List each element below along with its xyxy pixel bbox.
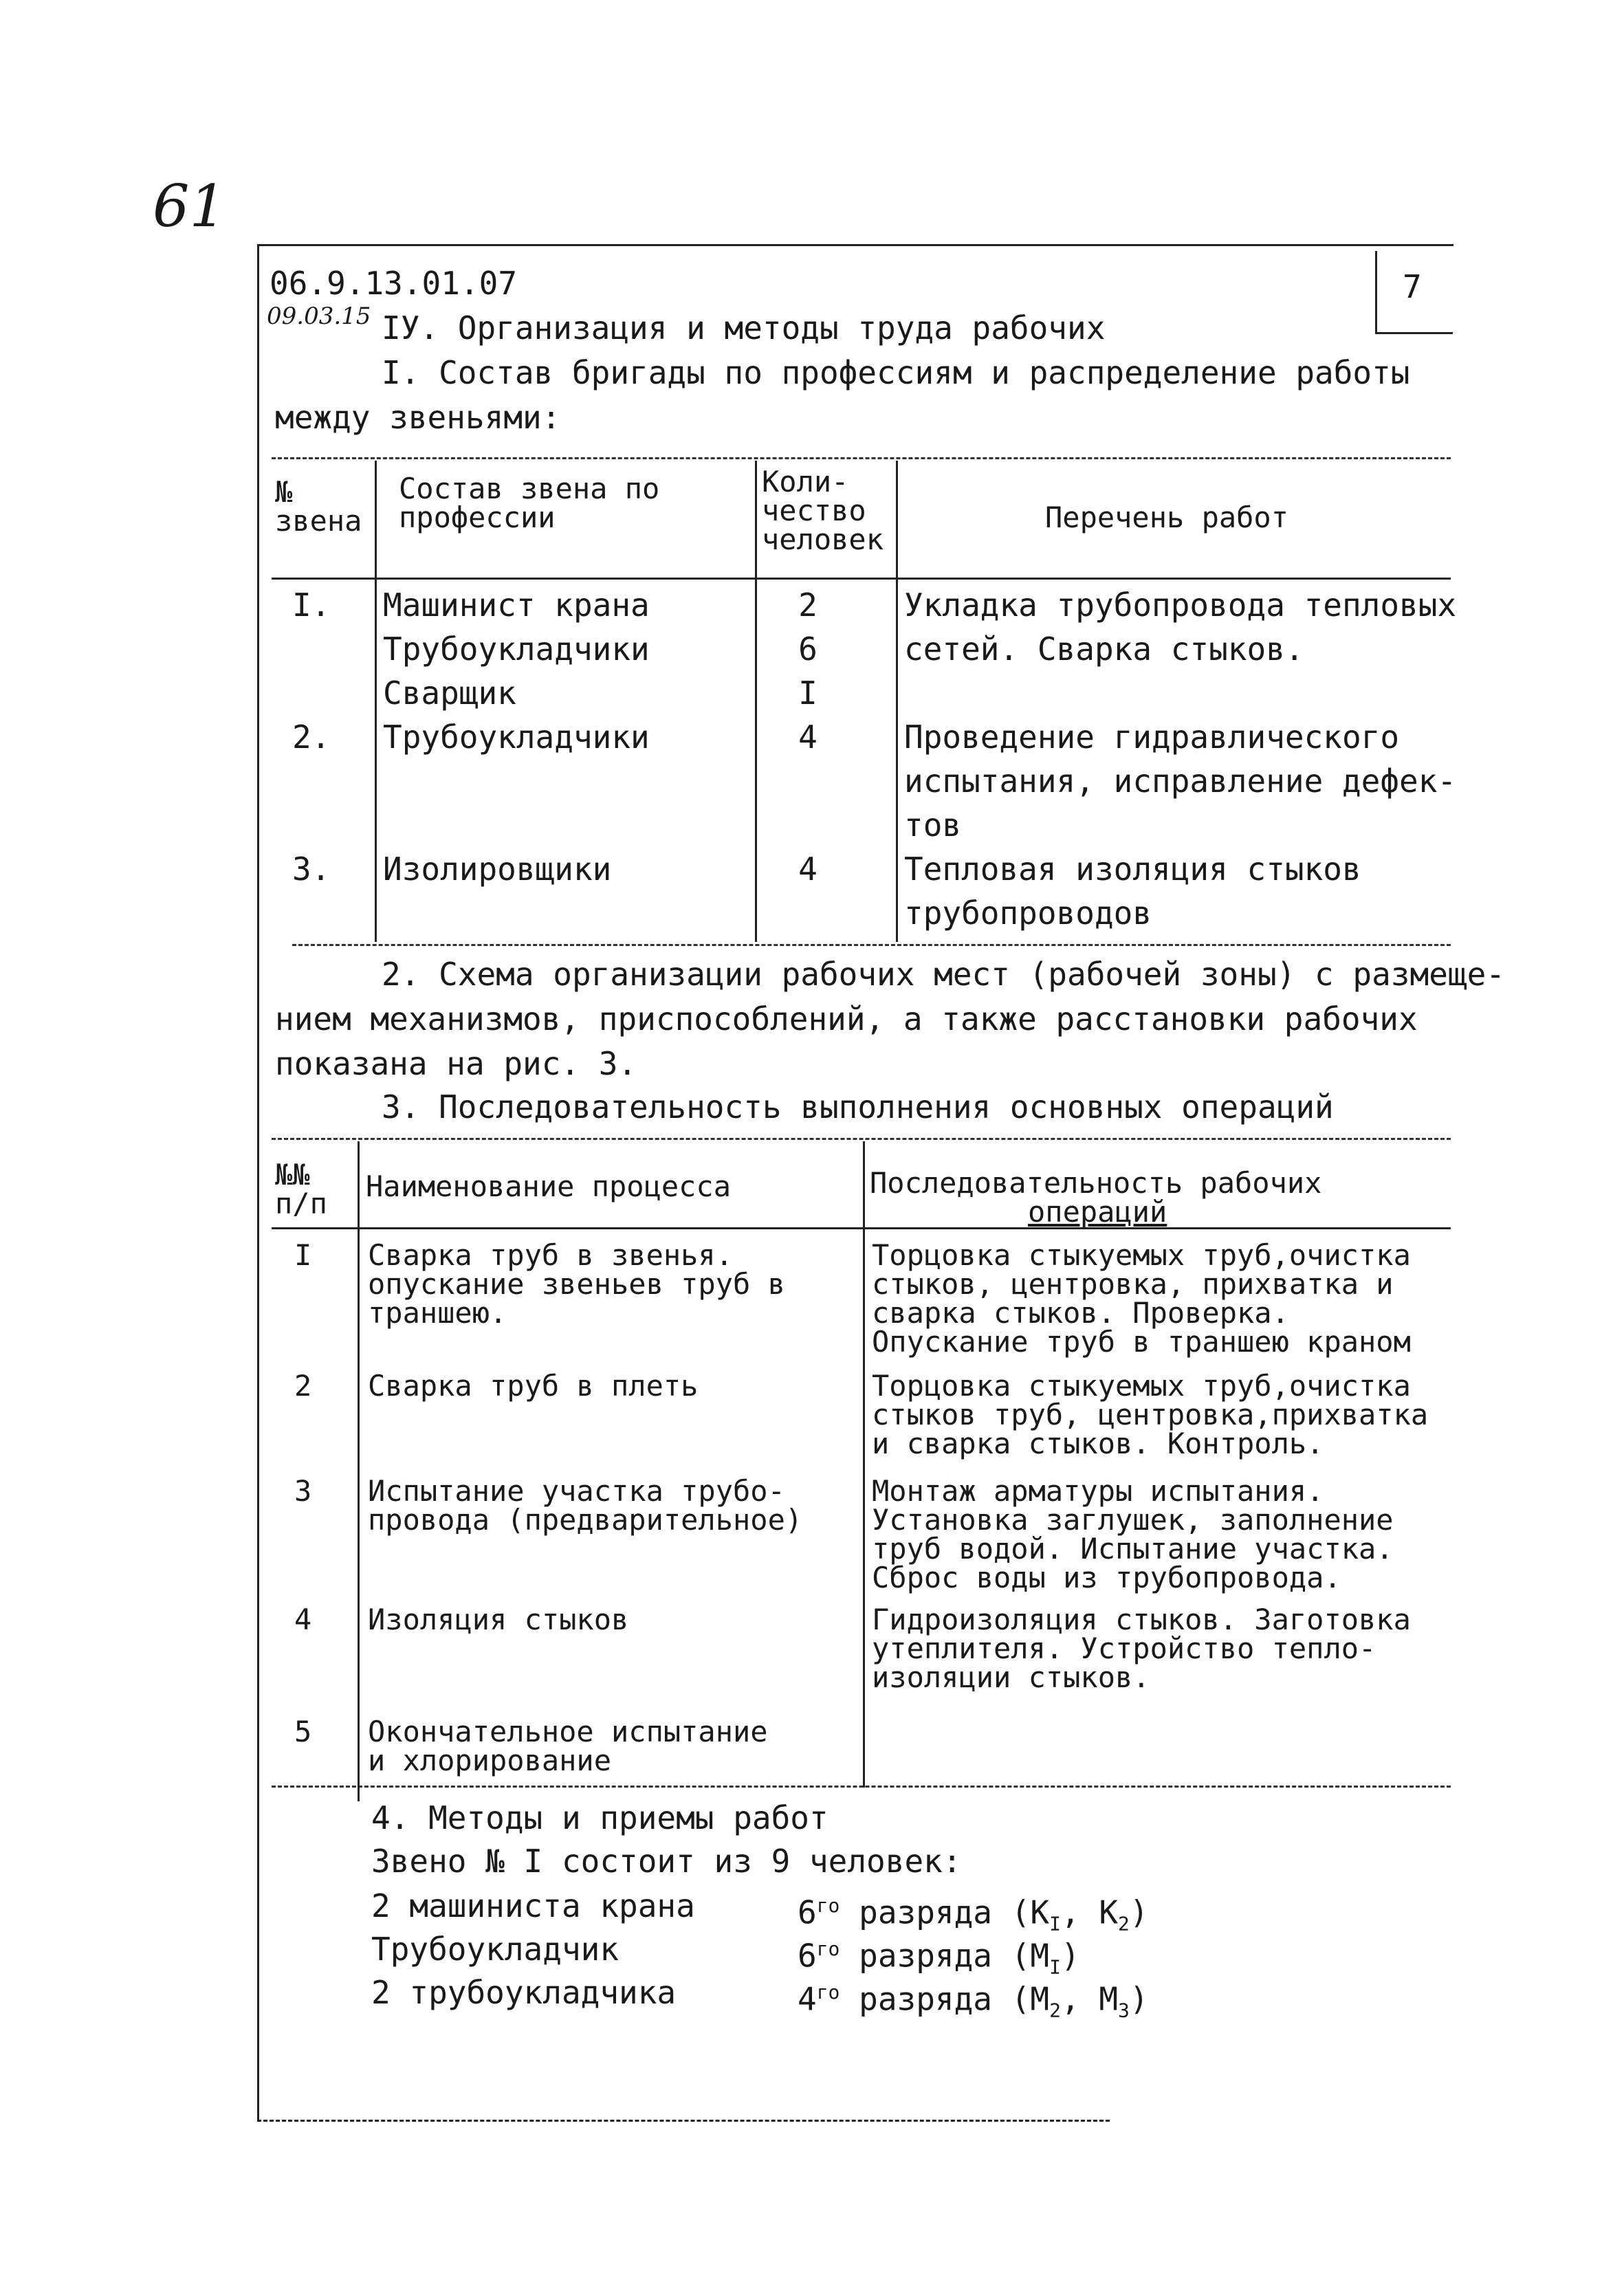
table2-header-operations: Последовательность рабочих операций	[870, 1166, 1322, 1229]
table2-col-divider-1	[358, 1141, 360, 1801]
table1-header-rule	[272, 578, 1451, 580]
table1-row5-works-1: Тепловая изоляция стыков	[904, 850, 1361, 888]
item2-line1: 2. Схема организации рабочих мест (рабочей зоны) с размеще-	[382, 956, 1505, 993]
document-code: 06.9.13.01.07	[270, 265, 518, 302]
table1-col-divider-3	[896, 461, 898, 942]
table1-row1-num: I.	[292, 586, 331, 624]
table1-col-divider-2	[755, 461, 757, 942]
crew-row1-who: 2 машиниста крана	[371, 1887, 695, 1924]
item1-line2: между звеньями:	[275, 399, 561, 436]
handwritten-date: 09.03.15	[267, 303, 371, 330]
table1-row5-works-2: трубопроводов	[904, 894, 1152, 932]
table1-row2-composition: Трубоукладчики	[383, 630, 650, 668]
item2-line2: нием механизмов, приспособлений, а также расстановки рабочих	[275, 1000, 1418, 1037]
table2-header-rule	[272, 1227, 1451, 1229]
table2-row4-operations: Гидроизоляция стыков. Заготовка утеплителя. Устройство тепло- изоляции стыков.	[872, 1603, 1411, 1694]
table2-row3-process: Испытание участка трубо- провода (предварительное)	[368, 1474, 803, 1537]
table1-row1-works-1: Укладка трубопровода тепловых	[904, 586, 1457, 624]
table2-row4-num: 4	[294, 1603, 312, 1636]
table2-row1-operations: Торцовка стыкуемых труб,очистка стыков, центровка, прихватка и сварка стыков. Проверка. Опускание труб в траншею краном	[872, 1238, 1411, 1359]
table2-row5-process: Окончательное испытание и хлорирование	[368, 1715, 768, 1777]
item4-intro: Звено № I состоит из 9 человек:	[371, 1843, 962, 1880]
crew-row3-rank: $4^{го}$ разряда ($М_2$, $М_3$)	[798, 1980, 1149, 2022]
section-title: IУ. Организация и методы труда рабочих	[382, 309, 1106, 347]
table1-row5-composition: Изолировщики	[383, 850, 612, 888]
page-number: 7	[1403, 268, 1422, 305]
table1-header-composition: Состав звена по профессии	[399, 472, 660, 534]
crew-row2-rank: $6^{го}$ разряда $(М_I)$	[798, 1937, 1080, 1979]
table2-row2-operations: Торцовка стыкуемых труб,очистка стыков труб, центровка,прихватка и сварка стыков. Контроль.	[872, 1369, 1429, 1460]
table2-row1-num: I	[294, 1238, 312, 1272]
table1-row5-num: 3.	[292, 850, 331, 888]
table2-row3-operations: Монтаж арматуры испытания. Установка заглушек, заполнение труб водой. Испытание участка. Сброс воды из трубопровода.	[872, 1474, 1394, 1594]
table1-col-divider-1	[375, 461, 377, 942]
crew-row1-rank: $6^{го}$ разряда ($К_I$, $К_2$)	[798, 1893, 1149, 1935]
table1-row3-quantity: I	[798, 674, 818, 712]
table2-row3-num: 3	[294, 1474, 312, 1508]
table1-top-rule	[272, 457, 1451, 459]
frame-left-border	[257, 244, 259, 2121]
item3-title: 3. Последовательность выполнения основных операций	[382, 1088, 1334, 1125]
item4-title: 4. Методы и приемы работ	[371, 1799, 829, 1836]
item1-line1: I. Состав бригады по профессиям и распределение работы	[382, 354, 1410, 391]
table1-header-num: № звена	[275, 475, 362, 538]
table2-row2-process: Сварка труб в плеть	[368, 1369, 699, 1403]
table2-col-divider-2	[863, 1141, 865, 1788]
table1-row4-num: 2.	[292, 718, 331, 756]
handwritten-page-number: 61	[153, 173, 226, 240]
table1-row5-quantity: 4	[798, 850, 818, 888]
table1-header-quantity: Коли- чество человек	[762, 465, 884, 556]
crew-row2-who: Трубоукладчик	[371, 1931, 619, 1968]
table1-row2-quantity: 6	[798, 630, 818, 668]
table1-header-works: Перечень работ	[1045, 501, 1289, 534]
table2-row2-num: 2	[294, 1369, 312, 1403]
table2-header-num: №№ п/п	[275, 1158, 327, 1220]
table2-top-rule	[272, 1138, 1451, 1140]
table1-row1-works-2: сетей. Сварка стыков.	[904, 630, 1304, 668]
frame-top-border	[257, 244, 1453, 246]
table1-row4-works-3: тов	[904, 806, 962, 844]
table1-bottom-rule	[292, 944, 1451, 946]
table1-row1-composition: Машинист крана	[383, 586, 650, 624]
crew-row3-who: 2 трубоукладчика	[371, 1974, 677, 2011]
table2-header-process: Наименование процесса	[366, 1170, 732, 1203]
table1-row4-composition: Трубоукладчики	[383, 718, 650, 756]
table2-bottom-rule	[272, 1786, 1451, 1788]
table1-row4-quantity: 4	[798, 718, 818, 756]
table2-row4-process: Изоляция стыков	[368, 1603, 629, 1636]
item2-line3: показана на рис. 3.	[275, 1045, 637, 1082]
table1-row4-works-2: испытания, исправление дефек-	[904, 762, 1457, 800]
table1-row3-composition: Сварщик	[383, 674, 516, 712]
frame-bottom-border	[257, 2120, 1110, 2122]
table2-row5-num: 5	[294, 1715, 312, 1748]
table1-row1-quantity: 2	[798, 586, 818, 624]
table1-row4-works-1: Проведение гидравлического	[904, 718, 1400, 756]
table2-row1-process: Сварка труб в звенья. опускание звеньев труб в траншею.	[368, 1238, 785, 1330]
